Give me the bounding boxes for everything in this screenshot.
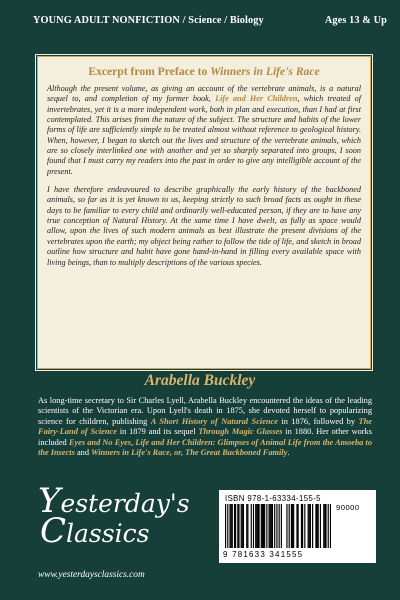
barcode-bar [263, 504, 264, 548]
barcode-bar [309, 504, 310, 548]
barcode-bar [227, 504, 228, 548]
barcode-bar [312, 504, 313, 548]
barcode-bar [304, 504, 305, 548]
barcode-bar [272, 504, 273, 548]
barcode-bar [315, 504, 316, 548]
isbn-text: ISBN 978-1-63334-155-5 [225, 494, 321, 503]
barcode-bar [330, 504, 331, 548]
isbn-barcode [219, 490, 376, 563]
barcode-bar [241, 504, 242, 548]
barcode-bar [323, 504, 324, 548]
barcode-bar [229, 504, 230, 548]
author-name: Arabella Buckley [144, 372, 256, 389]
bio-text: , [130, 437, 136, 447]
book-reference: A Short History of Natural Science [150, 416, 278, 426]
barcode-bar [246, 504, 247, 548]
excerpt-title [47, 65, 361, 78]
bio-text: in 1880. Her other works included [38, 427, 372, 447]
logo-line-1: Yesterday's [38, 481, 190, 521]
book-reference: Life and Her Children [215, 94, 298, 104]
barcode-bar [258, 504, 259, 548]
bio-text: in 1876, followed by [277, 416, 359, 426]
barcode-bar [232, 504, 233, 548]
barcode-bar [316, 504, 317, 548]
excerpt-title-prefix: Excerpt from Preface to [88, 65, 211, 78]
book-reference: Through Magic Glasses [198, 427, 283, 437]
barcode-bar [262, 504, 263, 548]
barcode-bar [296, 504, 297, 548]
book-reference: Life and Her Children: Glimpses of Animal Life from the Amoeba to the Insects [38, 437, 372, 458]
excerpt-panel [37, 56, 371, 369]
excerpt-paragraph-1 [47, 84, 361, 177]
barcode-bar [271, 504, 272, 548]
barcode-bar [231, 504, 232, 548]
barcode-bar [291, 504, 292, 548]
barcode-bar [269, 504, 270, 548]
barcode-bar [293, 504, 294, 548]
category-header [0, 0, 400, 40]
logo-line-2: Classics [40, 511, 150, 551]
book-reference: Eyes and No Eyes [68, 437, 131, 447]
barcode-bar [279, 504, 280, 548]
barcode-bar [264, 504, 265, 548]
barcode-bar [253, 504, 254, 548]
book-reference: The Fairy-Land of Science [38, 416, 372, 437]
barcode-bar [270, 504, 271, 548]
barcode-bar [286, 504, 287, 548]
excerpt-text: Although the present volume, as giving an account of the vertebrate animals, is a natural sequel to, and completion of my former book, [47, 84, 361, 104]
barcode-bar [281, 504, 282, 548]
author-bio [38, 396, 372, 458]
barcode-bar [237, 504, 238, 548]
book-reference: Winners in Life's Race, or, The Great Backboned Family [91, 448, 288, 458]
barcode-bar [328, 504, 329, 548]
barcode-bar [320, 504, 321, 548]
bio-text: As long-time secretary to Sir Charles Lyell, Arabella Buckley encountered the ideas of the leading scientists of the Victorian era. Upon Lyell's death in 1875, she devoted herself to popularizing science for children, publishing [38, 396, 372, 426]
website-url: www.yesterdaysclassics.com [38, 570, 145, 580]
age-range-label: Ages 13 & Up [324, 14, 387, 26]
barcode-bar [238, 504, 239, 548]
barcode-bar [234, 504, 235, 548]
bio-text: . [287, 448, 290, 458]
barcode-bars [225, 504, 331, 550]
barcode-digits: 9 781633 341555 [223, 550, 304, 559]
bio-text: in 1879 and its sequel [116, 427, 199, 437]
barcode-bar [302, 504, 303, 548]
barcode-bar [266, 504, 267, 548]
barcode-bar [257, 504, 258, 548]
barcode-bar [292, 504, 293, 548]
barcode-bar [298, 504, 299, 548]
price-code: 90000 [336, 503, 360, 512]
barcode-bar [318, 504, 319, 548]
barcode-bar [251, 504, 252, 548]
excerpt-paragraph-2: I have therefore endeavoured to describe graphically the early history of the backboned animals, so far as it is yet known to us, keeping strictly to such broad facts as ought in these days to be familiar to every child and ordinarily well-educated person, if they are to have any true conception of Natural History. At the same time I have dwelt, as fully as space would allow, upon the lives of such modern animals as best illustrate the present divisions of the vertebrates upon the earth; my object being rather to follow the tide of life, and sketch in broad outline how structure and habit have gone hand-in-hand in filling every available space with living beings, than to multiply descriptions of the various species. [47, 185, 361, 267]
publisher-logo [38, 481, 190, 557]
barcode-bar [325, 504, 326, 548]
barcode-bar [308, 504, 309, 548]
barcode-bar [289, 504, 290, 548]
barcode-bar [276, 504, 277, 548]
barcode-bar [255, 504, 256, 548]
barcode-bar [256, 504, 257, 548]
excerpt-text: , which treated of invertebrates, yet it is a more independent work, both in plan and execution, than I had at first contemplated. This arises from the nature of the subject. The structure and habits of the lower forms of life are sufficiently simple to be treated almost without reference to geological history. When, however, I began to sketch out the lives and structure of the vertebrate animals, which are so closely interlinked one with another and yet so sharply separated into groups, I soon found that I must carry my readers into the past in order to give any intelligible account of the present. [47, 94, 361, 176]
barcode-bar [247, 504, 248, 548]
barcode-bar [324, 504, 325, 548]
bio-text: and [74, 448, 92, 458]
barcode-bar [235, 504, 236, 548]
excerpt-title-book: Winners in Life's Race [210, 65, 320, 78]
barcode-bar [261, 504, 262, 548]
barcode-bar [242, 504, 243, 548]
barcode-bar [243, 504, 244, 548]
barcode-bar [310, 504, 311, 548]
barcode-bar [274, 504, 275, 548]
barcode-bar [301, 504, 302, 548]
category-label: YOUNG ADULT NONFICTION / Science / Biology [33, 14, 264, 26]
barcode-bar [225, 504, 226, 548]
